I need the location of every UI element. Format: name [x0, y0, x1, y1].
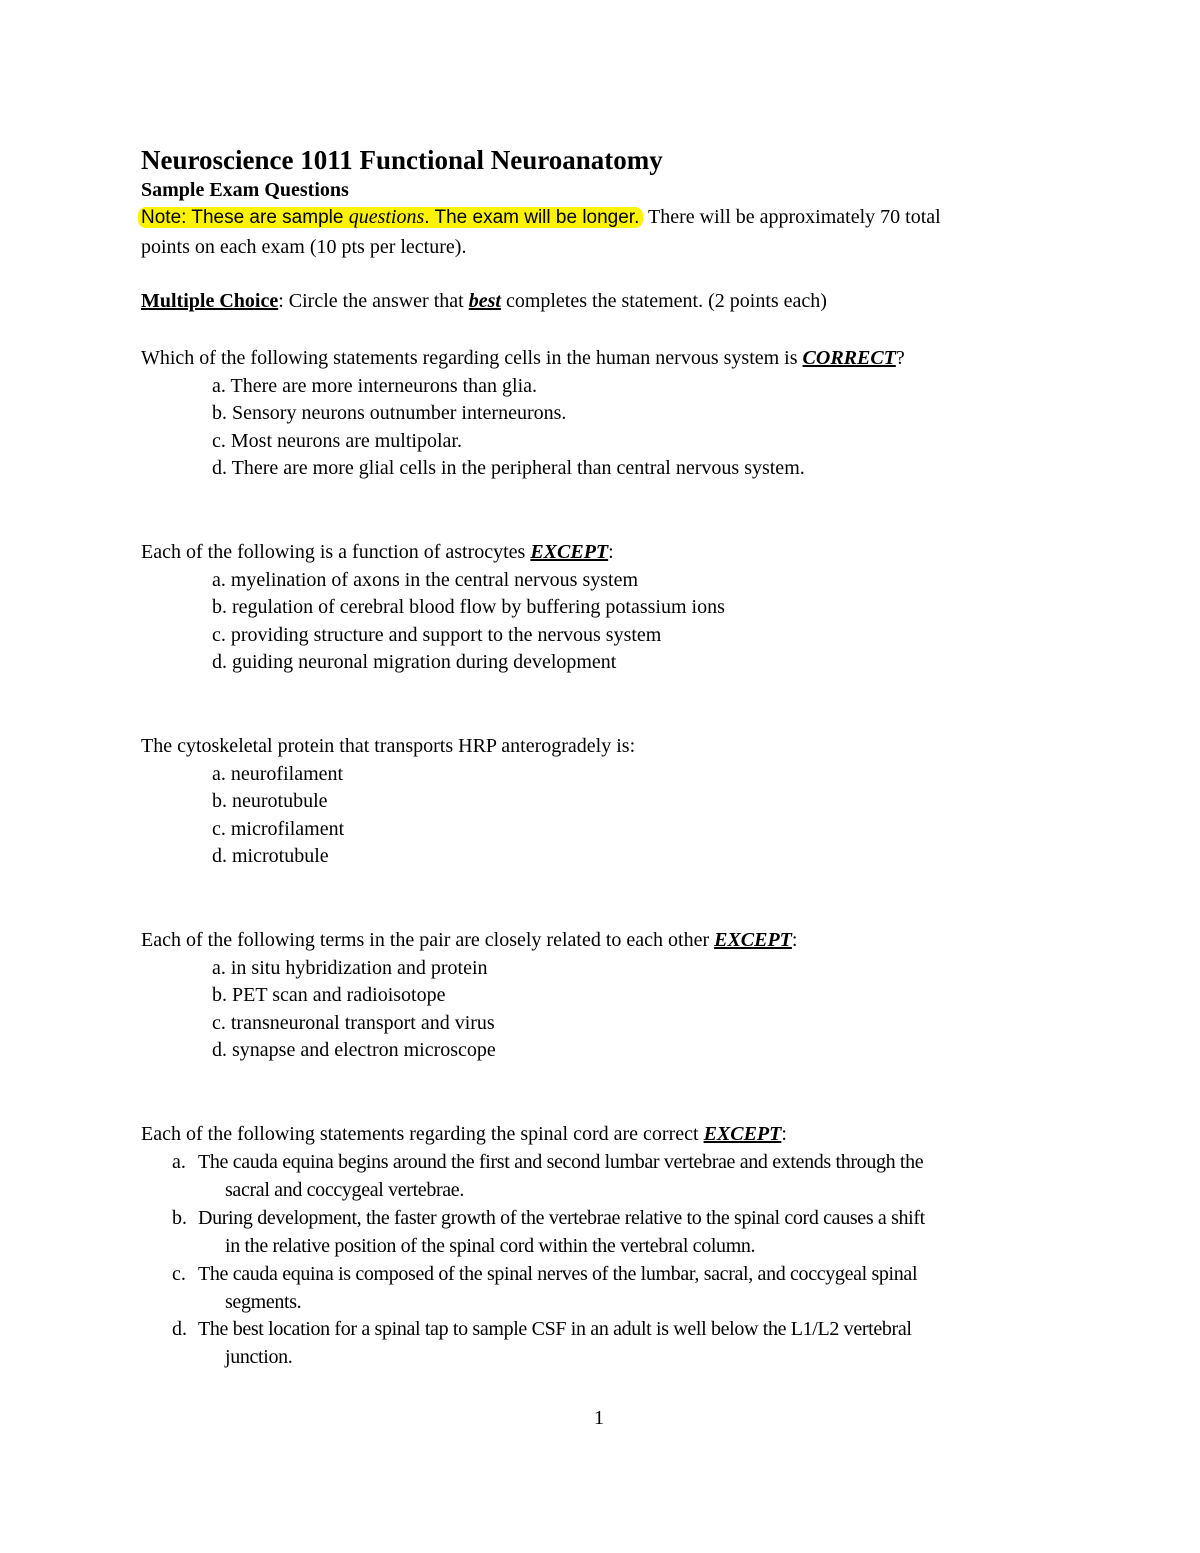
question-3-option-d: d. microtubule	[212, 845, 329, 867]
question-5-option-a-text: The cauda equina begins around the first and second lumbar vertebrae and extends through the	[198, 1151, 924, 1173]
question-1-stem: Which of the following statements regarding cells in the human nervous system is CORRECT?	[141, 347, 905, 369]
question-4-option-b: b. PET scan and radioisotope	[212, 984, 446, 1006]
question-4-option-c: c. transneuronal transport and virus	[212, 1012, 495, 1034]
question-5-option-a-letter: a.	[172, 1151, 186, 1173]
question-1-option-c: c. Most neurons are multipolar.	[212, 430, 462, 452]
question-5-option-b-letter: b.	[172, 1207, 187, 1229]
question-5-option-d-letter: d.	[172, 1318, 187, 1340]
question-5-option-b-continuation: in the relative position of the spinal cord within the vertebral column.	[225, 1235, 756, 1257]
question-3-option-b: b. neurotubule	[212, 790, 328, 812]
note-line-2: points on each exam (10 pts per lecture).	[141, 236, 467, 258]
question-5-option-c-text: The cauda equina is composed of the spinal nerves of the lumbar, sacral, and coccygeal spinal	[198, 1263, 918, 1285]
question-2-option-d: d. guiding neuronal migration during development	[212, 651, 617, 673]
highlighted-note: Note: These are sample questions. The exam will be longer.	[138, 207, 643, 228]
question-5-key: EXCEPT	[703, 1123, 782, 1145]
question-5-option-a-continuation: sacral and coccygeal vertebrae.	[225, 1179, 464, 1201]
question-4-key: EXCEPT	[714, 929, 792, 951]
question-5-option-b-text: During development, the faster growth of the vertebrae relative to the spinal cord causes a shift	[198, 1207, 925, 1229]
note-line-1	[141, 203, 941, 232]
question-1-option-a: a. There are more interneurons than glia.	[212, 375, 538, 397]
question-3-stem: The cytoskeletal protein that transports HRP anterogradely is:	[141, 735, 636, 757]
question-2-option-b: b. regulation of cerebral blood flow by buffering potassium ions	[212, 596, 725, 618]
question-4-option-d: d. synapse and electron microscope	[212, 1039, 496, 1061]
question-2-option-a: a. myelination of axons in the central nervous system	[212, 569, 639, 591]
question-1-option-b: b. Sensory neurons outnumber interneurons.	[212, 402, 567, 424]
instructions-label: Multiple Choice	[141, 290, 279, 312]
question-1-option-d: d. There are more glial cells in the peripheral than central nervous system.	[212, 457, 805, 479]
question-2-key: EXCEPT	[530, 541, 609, 563]
instructions-emphasis: best	[468, 290, 501, 312]
question-5-stem: Each of the following statements regarding the spinal cord are correct EXCEPT:	[141, 1123, 787, 1145]
question-5-option-d-continuation: junction.	[225, 1346, 293, 1368]
question-5-option-d-text: The best location for a spinal tap to sample CSF in an adult is well below the L1/L2 vertebral	[198, 1318, 912, 1340]
question-2-stem: Each of the following is a function of astrocytes EXCEPT:	[141, 541, 614, 563]
document-title: Neuroscience 1011 Functional Neuroanatomy	[141, 145, 663, 175]
note-rest: There will be approximately 70 total	[643, 206, 941, 228]
question-4-option-a: a. in situ hybridization and protein	[212, 957, 488, 979]
instructions: Multiple Choice: Circle the answer that best completes the statement. (2 points each)	[141, 290, 827, 312]
question-5-option-c-continuation: segments.	[225, 1291, 302, 1313]
question-3-option-c: c. microfilament	[212, 818, 345, 840]
question-2-option-c: c. providing structure and support to the nervous system	[212, 624, 662, 646]
page-number: 1	[594, 1407, 604, 1429]
question-1-key: CORRECT	[802, 347, 896, 369]
question-3-option-a: a. neurofilament	[212, 763, 344, 785]
document-subtitle: Sample Exam Questions	[141, 179, 349, 201]
question-5-option-c-letter: c.	[172, 1263, 186, 1285]
question-4-stem: Each of the following terms in the pair are closely related to each other EXCEPT:	[141, 929, 798, 951]
